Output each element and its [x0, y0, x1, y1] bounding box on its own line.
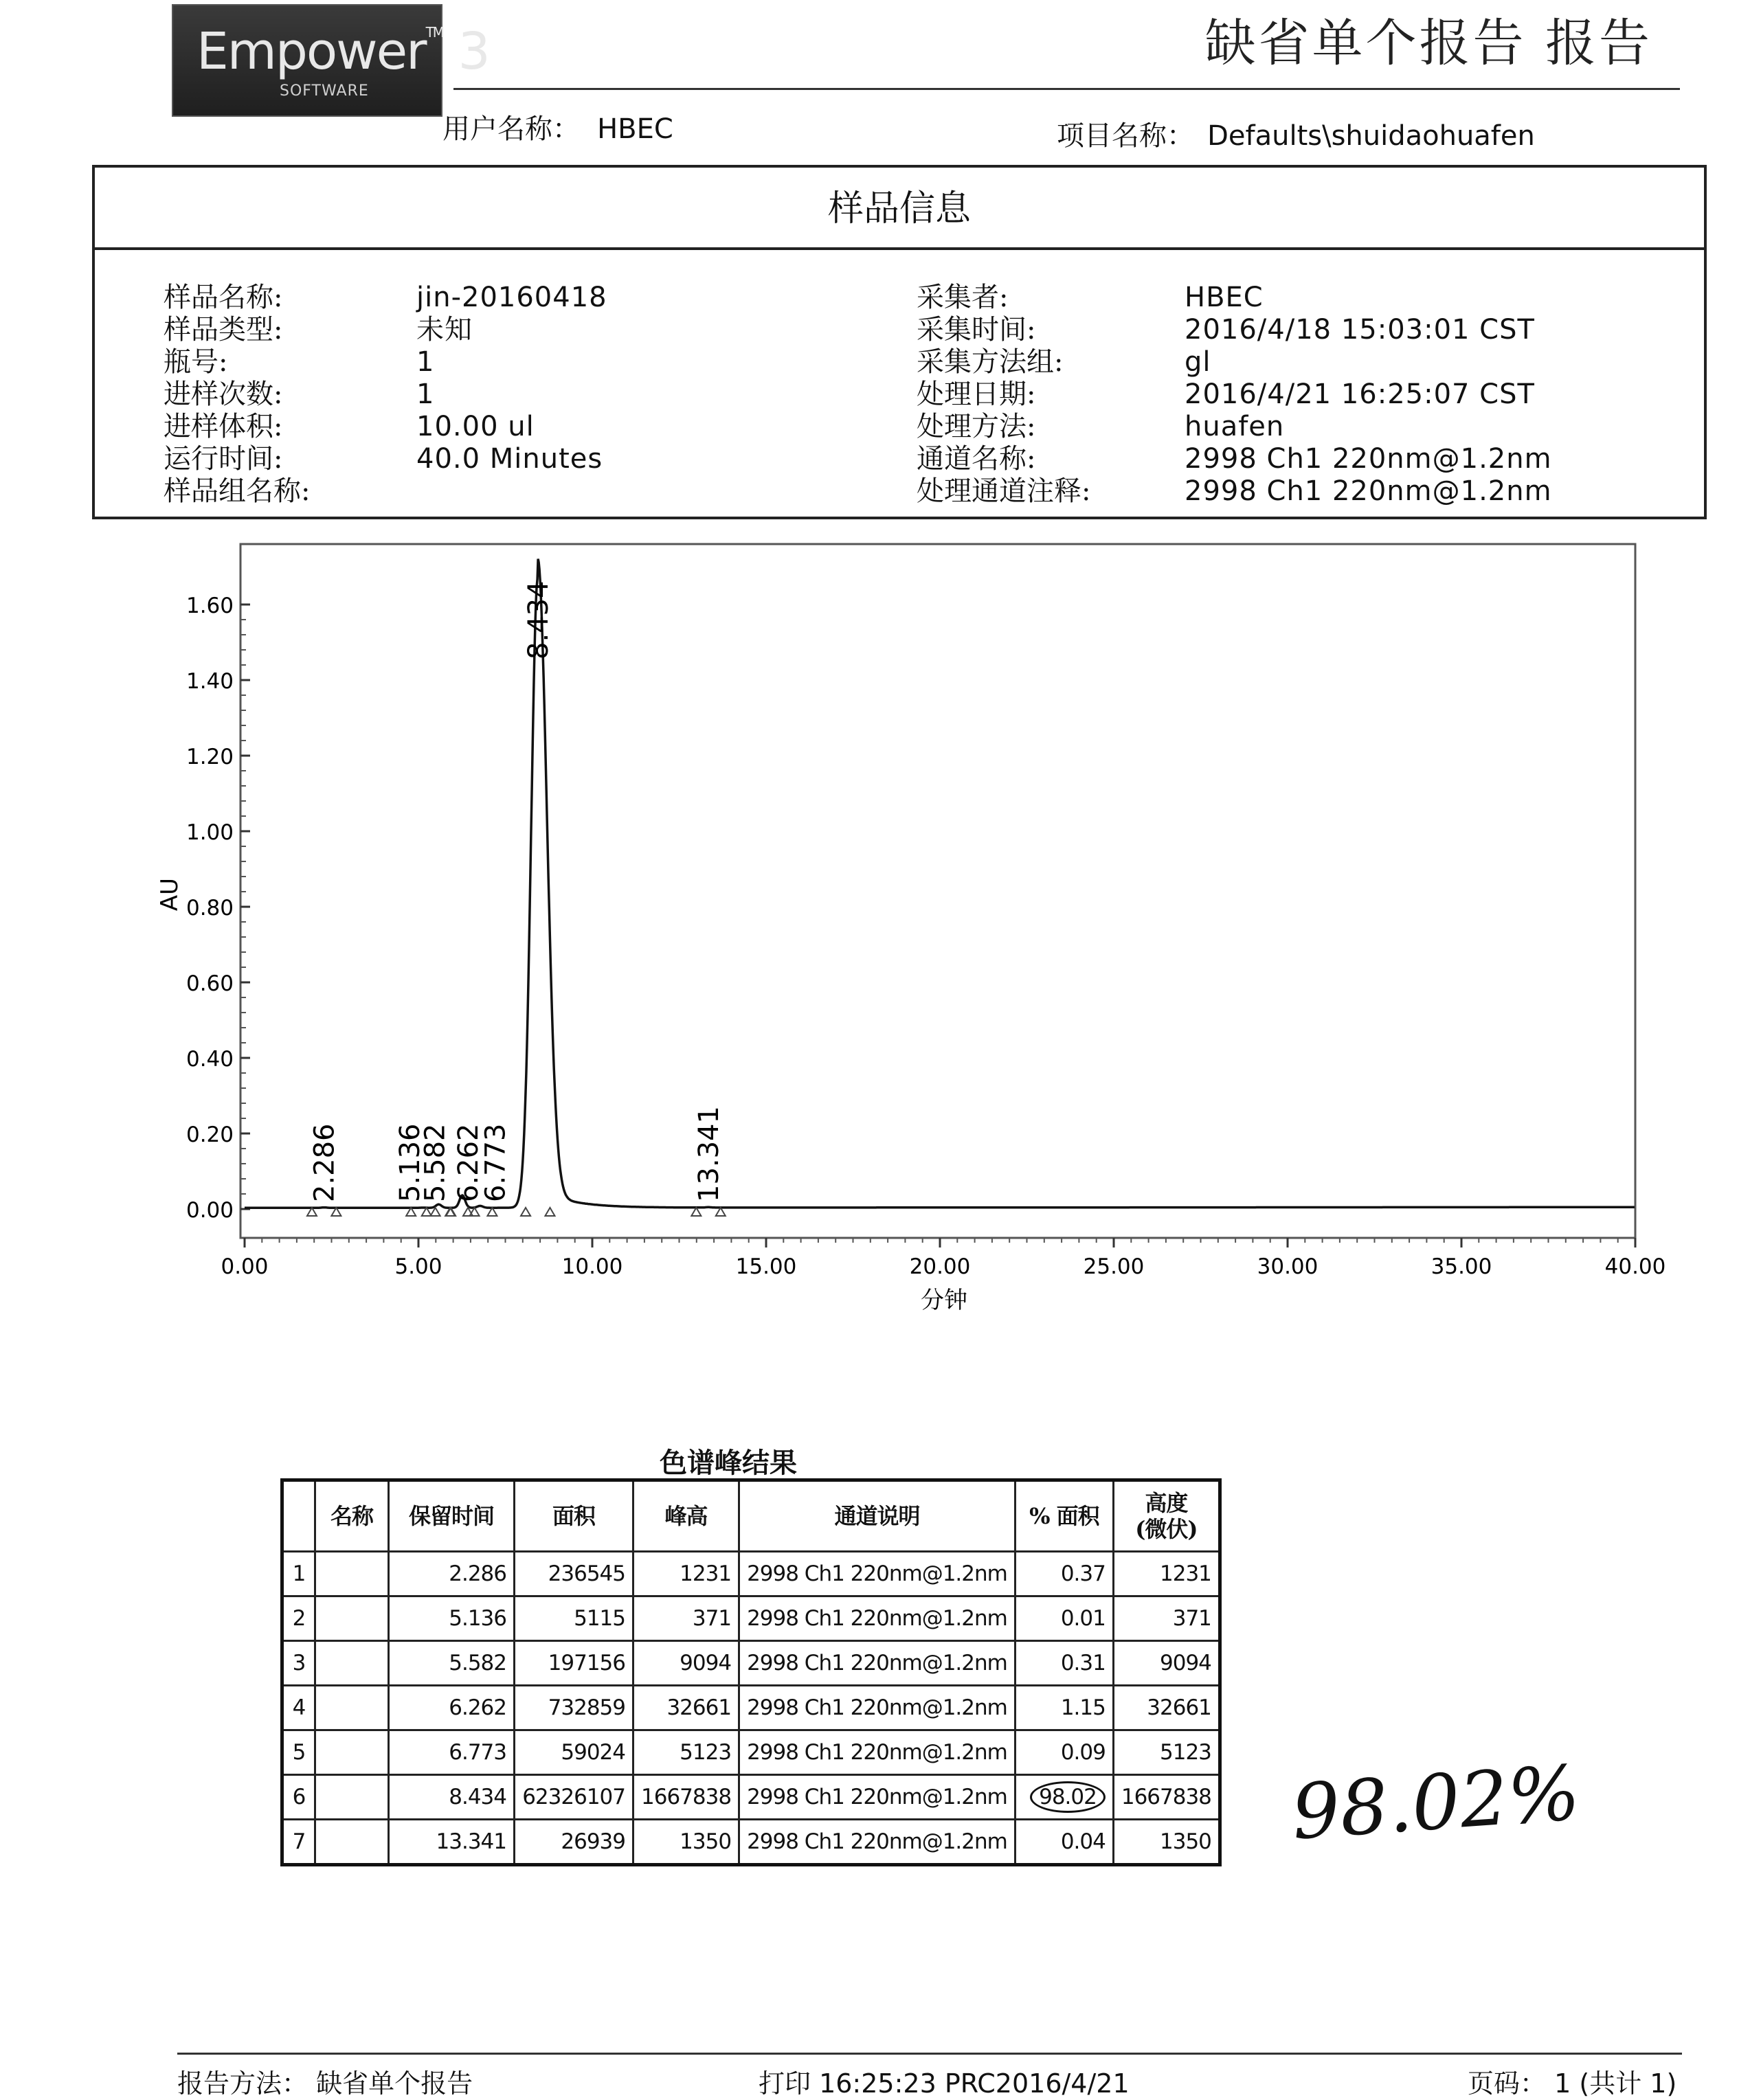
report-method-value: 缺省单个报告 — [316, 2068, 473, 2099]
sample-info-value: 40.0 Minutes — [416, 443, 603, 475]
peak-results-table — [280, 1478, 1222, 1866]
sample-info-value: 1 — [416, 346, 435, 378]
footer-divider — [177, 2053, 1682, 2055]
peak-label: 13.341 — [693, 1106, 726, 1202]
col-area-header: 面积 — [515, 1480, 633, 1552]
retention-time-cell: 5.136 — [389, 1596, 515, 1641]
y-tick-label: 1.00 — [186, 820, 234, 845]
sample-info-value: 10.00 ul — [416, 411, 535, 442]
sample-info-label: 处理日期: — [917, 379, 1036, 410]
peak-label: 2.286 — [309, 1123, 341, 1202]
height-microvolt-cell: 1350 — [1113, 1820, 1220, 1865]
peak-name-cell — [315, 1730, 389, 1775]
sample-info-value: 2016/4/21 16:25:07 CST — [1185, 379, 1535, 410]
channel-description-cell: 2998 Ch1 220nm@1.2nm — [739, 1730, 1016, 1775]
peak-height-cell: 1231 — [633, 1552, 739, 1596]
x-tick-label: 5.00 — [394, 1254, 442, 1279]
peak-area-cell: 5115 — [515, 1596, 633, 1641]
sample-info-label: 通道名称: — [917, 443, 1036, 475]
col-name-header: 名称 — [315, 1480, 389, 1552]
col-index-header — [282, 1480, 315, 1552]
table-row — [282, 1775, 1220, 1820]
channel-description-cell: 2998 Ch1 220nm@1.2nm — [739, 1596, 1016, 1641]
peak-height-cell: 32661 — [633, 1686, 739, 1730]
report-title: 缺省单个报告 报告 — [1204, 14, 1652, 73]
col-pct-area-header: % 面积 — [1015, 1480, 1113, 1552]
y-tick-label: 1.20 — [186, 745, 234, 769]
sample-info-label: 处理方法: — [917, 411, 1036, 442]
x-tick-label: 40.00 — [1604, 1254, 1666, 1279]
row-index-cell: 3 — [282, 1641, 315, 1686]
sample-info-value: 2998 Ch1 220nm@1.2nm — [1185, 443, 1552, 475]
height-microvolt-cell: 5123 — [1113, 1730, 1220, 1775]
channel-description-cell: 2998 Ch1 220nm@1.2nm — [739, 1686, 1016, 1730]
table-row — [282, 1641, 1220, 1686]
height-microvolt-cell: 1667838 — [1113, 1775, 1220, 1820]
sample-info-value: 1 — [416, 379, 435, 410]
sample-info-label: 处理通道注释: — [917, 475, 1091, 507]
y-tick-label: 0.00 — [186, 1198, 234, 1223]
user-name-value: HBEC — [597, 113, 673, 145]
table-row — [282, 1596, 1220, 1641]
height-microvolt-cell: 9094 — [1113, 1641, 1220, 1686]
sample-info-label: 样品类型: — [164, 314, 283, 346]
percent-area-cell: 0.01 — [1015, 1596, 1113, 1641]
x-tick-label: 20.00 — [909, 1254, 971, 1279]
project-name-value: Defaults\shuidaohuafen — [1207, 120, 1535, 152]
percent-area-cell — [1015, 1775, 1113, 1820]
sample-info-title: 样品信息 — [95, 168, 1704, 250]
y-tick-label: 1.40 — [186, 669, 234, 694]
project-name-label: 项目名称： — [1057, 120, 1194, 152]
height-microvolt-cell: 371 — [1113, 1596, 1220, 1641]
sample-info-label: 瓶号: — [164, 346, 228, 378]
user-name-label: 用户名称： — [442, 113, 580, 145]
circled-percent-value: 98.02 — [1030, 1781, 1106, 1813]
logo-text: Empower — [197, 22, 426, 81]
page-number-value: 1 (共计 1) — [1554, 2068, 1677, 2099]
channel-description-cell: 2998 Ch1 220nm@1.2nm — [739, 1775, 1016, 1820]
row-index-cell: 7 — [282, 1820, 315, 1865]
x-tick-label: 25.00 — [1083, 1254, 1145, 1279]
peak-label: 6.262 — [452, 1123, 484, 1202]
x-axis — [221, 1238, 1665, 1279]
sample-info-value: 未知 — [416, 314, 473, 346]
empower-logo: Empower™ 3 SOFTWARE — [172, 4, 442, 117]
row-index-cell: 1 — [282, 1552, 315, 1596]
sample-info-value: huafen — [1185, 411, 1285, 442]
report-method-field — [177, 2062, 473, 2100]
table-row — [282, 1552, 1220, 1596]
x-tick-label: 30.00 — [1257, 1254, 1319, 1279]
handwritten-annotation: 98.02% — [1289, 1748, 1583, 1857]
percent-area-cell: 0.04 — [1015, 1820, 1113, 1865]
percent-area-cell: 1.15 — [1015, 1686, 1113, 1730]
peak-boundary-marker — [521, 1208, 530, 1216]
x-tick-label: 0.00 — [221, 1254, 269, 1279]
peak-name-cell — [315, 1552, 389, 1596]
logo-version: 3 — [458, 22, 489, 81]
peak-height-cell: 5123 — [633, 1730, 739, 1775]
percent-area-cell: 0.37 — [1015, 1552, 1113, 1596]
peak-height-cell: 1667838 — [633, 1775, 739, 1820]
retention-time-cell: 2.286 — [389, 1552, 515, 1596]
channel-description-cell: 2998 Ch1 220nm@1.2nm — [739, 1552, 1016, 1596]
table-row — [282, 1730, 1220, 1775]
page-number-field — [1468, 2062, 1676, 2100]
results-table-body — [282, 1552, 1220, 1865]
peak-name-cell — [315, 1820, 389, 1865]
peak-label: 5.582 — [419, 1123, 451, 1202]
peak-height-cell: 1350 — [633, 1820, 739, 1865]
channel-description-cell: 2998 Ch1 220nm@1.2nm — [739, 1641, 1016, 1686]
peak-boundary-marker — [716, 1208, 726, 1216]
peak-area-cell: 732859 — [515, 1686, 633, 1730]
y-tick-label: 0.80 — [186, 896, 234, 921]
peak-height-cell: 9094 — [633, 1641, 739, 1686]
peak-boundary-marker — [431, 1208, 440, 1216]
peak-labels — [309, 580, 725, 1202]
sample-info-label: 采集者: — [917, 282, 1009, 313]
peak-area-cell: 59024 — [515, 1730, 633, 1775]
print-timestamp: 打印 16:25:23 PRC2016/4/21 — [759, 2068, 1130, 2099]
sample-info-label: 样品组名称: — [164, 475, 311, 507]
sample-info-label: 进样次数: — [164, 379, 283, 410]
report-method-label: 报告方法： — [177, 2068, 309, 2099]
col-height-uv-header: 高度 (微伏) — [1113, 1480, 1220, 1552]
sample-info-value: gl — [1185, 346, 1211, 378]
retention-time-cell: 8.434 — [389, 1775, 515, 1820]
row-index-cell: 2 — [282, 1596, 315, 1641]
sample-info-label: 样品名称: — [164, 282, 283, 313]
peak-area-cell: 26939 — [515, 1820, 633, 1865]
sample-info-value: 2998 Ch1 220nm@1.2nm — [1185, 475, 1552, 507]
peak-name-cell — [315, 1686, 389, 1730]
peak-boundary-marker — [545, 1208, 554, 1216]
sample-info-value: jin-20160418 — [416, 282, 607, 313]
peak-boundary-marker — [691, 1208, 701, 1216]
sample-info-label: 采集方法组: — [917, 346, 1064, 378]
chromatogram-trace — [245, 559, 1635, 1208]
height-microvolt-cell: 32661 — [1113, 1686, 1220, 1730]
sample-info-label: 进样体积: — [164, 411, 283, 442]
row-index-cell: 4 — [282, 1686, 315, 1730]
peak-area-cell: 236545 — [515, 1552, 633, 1596]
height-microvolt-cell: 1231 — [1113, 1552, 1220, 1596]
peak-height-cell: 371 — [633, 1596, 739, 1641]
peak-name-cell — [315, 1641, 389, 1686]
row-index-cell: 6 — [282, 1775, 315, 1820]
logo-subtitle: SOFTWARE — [280, 82, 369, 100]
col-rt-header: 保留时间 — [389, 1480, 515, 1552]
table-row — [282, 1820, 1220, 1865]
row-index-cell: 5 — [282, 1730, 315, 1775]
page-number-label: 页码： — [1468, 2068, 1547, 2099]
x-tick-label: 10.00 — [561, 1254, 623, 1279]
retention-time-cell: 13.341 — [389, 1820, 515, 1865]
sample-info-value: HBEC — [1185, 282, 1264, 313]
results-table-title: 色谱峰结果 — [660, 1447, 797, 1479]
x-tick-label: 35.00 — [1431, 1254, 1492, 1279]
sample-info-value: 2016/4/18 15:03:01 CST — [1185, 314, 1535, 346]
peak-area-cell: 197156 — [515, 1641, 633, 1686]
col-channel-header: 通道说明 — [739, 1480, 1016, 1552]
channel-description-cell: 2998 Ch1 220nm@1.2nm — [739, 1820, 1016, 1865]
col-height-header: 峰高 — [633, 1480, 739, 1552]
table-row — [282, 1686, 1220, 1730]
table-header-row — [282, 1480, 1220, 1552]
y-tick-label: 0.20 — [186, 1122, 234, 1147]
percent-area-cell: 0.31 — [1015, 1641, 1113, 1686]
peak-label: 6.773 — [480, 1123, 512, 1202]
percent-area-cell: 0.09 — [1015, 1730, 1113, 1775]
peak-label: 8.434 — [522, 580, 554, 659]
x-tick-label: 15.00 — [735, 1254, 797, 1279]
retention-time-cell: 6.262 — [389, 1686, 515, 1730]
y-tick-label: 0.60 — [186, 971, 234, 996]
sample-info-label: 运行时间: — [164, 443, 283, 475]
y-tick-label: 1.60 — [186, 594, 234, 618]
peak-name-cell — [315, 1596, 389, 1641]
y-axis-label: AU — [156, 877, 183, 912]
y-tick-label: 0.40 — [186, 1047, 234, 1072]
peak-label: 5.136 — [394, 1123, 426, 1202]
peak-name-cell — [315, 1775, 389, 1820]
peak-area-cell: 62326107 — [515, 1775, 633, 1820]
sample-info-label: 采集时间: — [917, 314, 1036, 346]
retention-time-cell: 6.773 — [389, 1730, 515, 1775]
retention-time-cell: 5.582 — [389, 1641, 515, 1686]
x-axis-label: 分钟 — [921, 1287, 967, 1314]
